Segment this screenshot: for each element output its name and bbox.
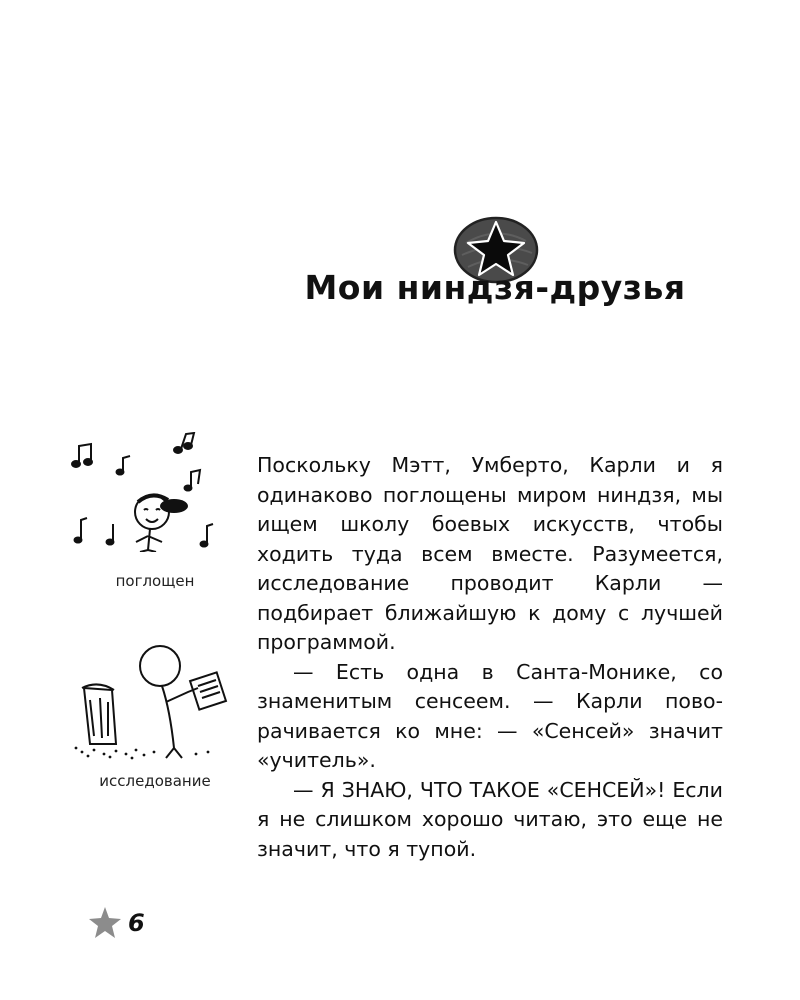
page-number: 6 — [128, 909, 145, 937]
caption-absorbed: поглощен — [115, 572, 195, 590]
stick-figure-with-clipboard-icon — [70, 640, 250, 760]
caption-research: исследование — [99, 772, 211, 790]
paragraph: — Есть одна в Санта-Монике, со знаменитым сенсеем. — Карли поворачивается ко мне: — «Сенсей» значит «учитель». — [257, 659, 723, 772]
paragraph: — Я ЗНАЮ, ЧТО ТАКОЕ «СЕНСЕЙ»! Если я не слишком хорошо читаю, это еще не значит, что я тупой. — [257, 777, 723, 861]
body-text — [257, 451, 723, 864]
gray-star-icon — [88, 906, 122, 940]
page-footer — [88, 906, 145, 940]
chapter-title: Мои ниндзя-друзья — [304, 268, 686, 307]
paragraph: Поскольку Мэтт, Умберто, Карли и я одинаково поглощены миром ниндзя, мы ищем школу боевых искусств, чтобы ходить туда всем вместе. Разумеется, исследование проводит Карли — подбирает ближайшую к дому с лучшей программой. — [257, 453, 723, 654]
music-notes-stick-figure-icon — [70, 432, 230, 552]
